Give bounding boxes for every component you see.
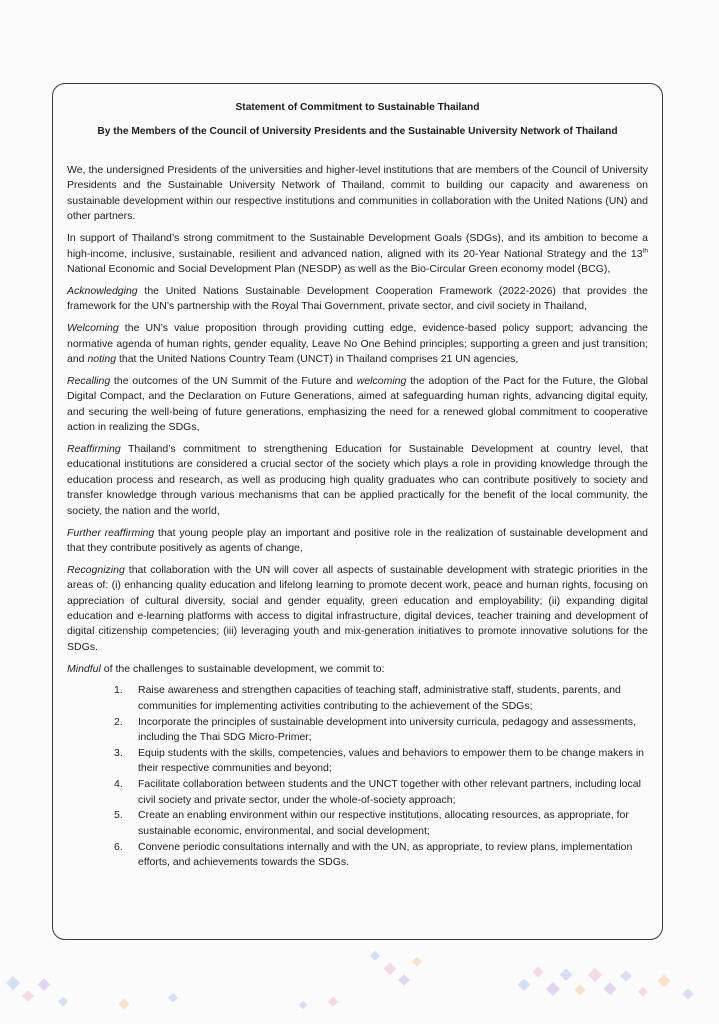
paragraph-reaffirming [67, 442, 648, 519]
paragraph-welcoming [67, 321, 648, 367]
paragraph-text: that collaboration with the UN will cover all aspects of sustainable development with strategic priorities in the areas of: (i) enhancing quality education and lifelong learning to promote decent work, peace and human rights, focusing on appreciation of cultural diversity, social and gender equality, green education and employability; (ii) expanding digital education and e-learning platforms with access to digital infrastructure, digital devices, teacher training and development of digital citizenship competencies; (iii) leveraging youth and mix-generation initiatives to promote innovative solutions for the SDGs. [67, 563, 648, 653]
lead-word: Mindful [67, 662, 101, 675]
list-item [67, 808, 648, 839]
list-number: 5. [114, 809, 123, 822]
list-item-text: Facilitate collaboration between students and the UNCT together with other relevant partners, including local civil society and private sector, under the whole-of-society approach; [138, 778, 641, 806]
paragraph-text: the adoption of the Pact for the Future, the Global Digital Compact, and the Declaration on Future Generations, aimed at safeguarding human rights, advancing digital equity, and securing the well-being of future generations, emphasizing the need for a renewed global commitment to cooperative action in realizing the SDGs, [67, 374, 648, 434]
lead-word: Recalling [67, 374, 111, 387]
paragraph-text: of the challenges to sustainable development, we commit to: [100, 662, 385, 675]
list-number: 3. [114, 746, 123, 759]
lead-word: Recognizing [67, 563, 125, 576]
list-item-text: Equip students with the skills, competencies, values and behaviors to empower them to be change makers in their respective communities and beyond; [138, 746, 645, 775]
list-item-text: Convene periodic consultations internally and with the UN, as appropriate, to review plans, implementation efforts, and achievements towards the SDGs. [138, 840, 633, 869]
lead-word: Welcoming [67, 322, 119, 335]
list-item [67, 840, 648, 871]
paragraph-support [67, 231, 648, 277]
superscript: th [642, 247, 648, 255]
paragraph-text: Thailand’s commitment to strengthening Education for Sustainable Development at country level, that educational institutions are considered a crucial sector of the society which plays a role in providing knowledge through the education process and research, as well as producing high quality graduates who can contribute positively to society and transfer knowledge through various mechanisms that can be applied practically for the benefit of the local community, the society, the nation and the world, [67, 443, 648, 517]
bottom-decorative-pattern [0, 940, 719, 1024]
statement-title: Statement of Commitment to Sustainable Thailand [235, 102, 480, 113]
list-item-text: Create an enabling environment within our respective institutions, allocating resources, as appropriate, for sustainable economic, environmental, and social development; [138, 809, 629, 837]
paragraph-text: National Economic and Social Development Plan (NESDP) as well as the Bio-Circular Green economy model (BCG), [67, 262, 611, 275]
lead-word: Acknowledging [67, 284, 138, 297]
paragraph-text: that young people play an important and positive role in the realization of sustainable development and that they contribute positively as agents of change, [67, 526, 648, 554]
list-item [67, 715, 648, 746]
list-item-text: Incorporate the principles of sustainable development into university curricula, pedagogy and assessments, including the Thai SDG Micro-Primer; [138, 715, 636, 743]
list-item [67, 746, 648, 777]
paragraph-text: We, the undersigned Presidents of the universities and higher-level institutions that are members of the Council of University Presidents and the Sustainable University Network of Thailand, commit to building our capacity and awareness on sustainable development within our respective institutions and communities in collaboration with the United Nations (UN) and other partners. [67, 164, 648, 223]
list-item [67, 777, 648, 808]
lead-word: welcoming [356, 374, 407, 387]
paragraph-acknowledging [67, 284, 648, 315]
paragraph-recognizing [67, 563, 648, 655]
list-item-text: Raise awareness and strengthen capacities of teaching staff, administrative staff, students, parents, and communities for implementing activities contributing to the achievement of the SDGs; [138, 684, 621, 712]
paragraph-intro [67, 163, 648, 225]
paragraph-mindful [67, 662, 648, 677]
paragraph-text: the United Nations Sustainable Development Cooperation Framework (2022-2026) that provides the framework for the UN’s partnership with the Royal Thai Government, private sector, and civil society in Thailand, [67, 284, 648, 313]
paragraph-further-reaffirming [67, 526, 648, 557]
paragraph-text: the outcomes of the UN Summit of the Future and [110, 374, 357, 387]
lead-word: noting [87, 352, 117, 365]
paragraph-recalling [67, 374, 648, 436]
lead-word: Reaffirming [67, 443, 121, 455]
statement-subtitle: By the Members of the Council of University Presidents and the Sustainable University Network of Thailand [97, 126, 618, 137]
list-number: 6. [114, 840, 123, 853]
list-number: 2. [114, 715, 123, 728]
paragraph-text: that the United Nations Country Team (UNCT) in Thailand comprises 21 UN agencies, [116, 352, 519, 365]
lead-word: Further reaffirming [67, 526, 155, 539]
list-number: 1. [114, 684, 123, 697]
statement-frame [52, 83, 663, 940]
paragraph-text: the UN’s value proposition through providing cutting edge, evidence-based policy support; advancing the normative agenda of human rights, gender equality, Leave No One Behind principles; supporting a green and just transition; and [67, 322, 648, 365]
commitments-list [67, 683, 648, 870]
list-item [67, 683, 648, 714]
list-number: 4. [114, 778, 123, 791]
paragraph-text: In support of Thailand’s strong commitment to the Sustainable Development Goals (SDGs), and its ambition to become a high-income, inclusive, sustainable, resilient and advanced nation, aligned with its 20-Year National Strategy and the 13 [67, 232, 648, 260]
